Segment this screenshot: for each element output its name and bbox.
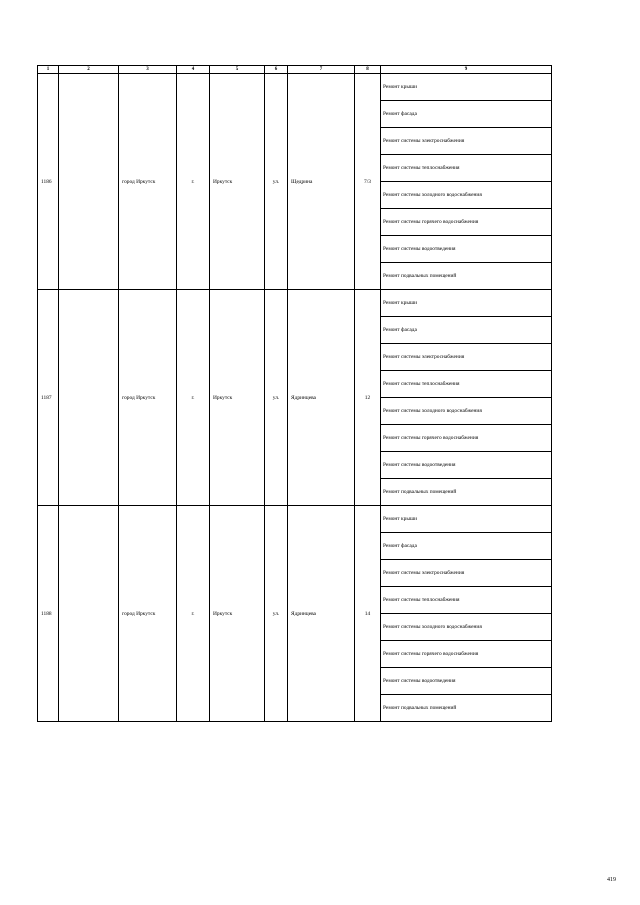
work-item: Ремонт системы водоотведения <box>381 668 552 695</box>
work-item: Ремонт подвальных помещений <box>381 479 552 506</box>
header-cell: 3 <box>119 66 177 74</box>
record-number: 1186 <box>38 74 59 290</box>
work-item: Ремонт подвальных помещений <box>381 263 552 290</box>
work-item: Ремонт системы электроснабжения <box>381 560 552 587</box>
settlement-name: Иркутск <box>210 74 265 290</box>
municipality: город Иркутск <box>119 290 177 506</box>
settlement-name: Иркутск <box>210 290 265 506</box>
record-number: 1187 <box>38 290 59 506</box>
work-item: Ремонт фасада <box>381 533 552 560</box>
work-item: Ремонт системы холодного водоснабжения <box>381 614 552 641</box>
header-cell: 8 <box>355 66 381 74</box>
street-type: ул. <box>265 74 288 290</box>
table-row <box>38 290 552 317</box>
table-row <box>38 506 552 533</box>
work-item: Ремонт подвальных помещений <box>381 695 552 722</box>
work-item: Ремонт системы электроснабжения <box>381 344 552 371</box>
municipality: город Иркутск <box>119 74 177 290</box>
work-item: Ремонт системы теплоснабжения <box>381 587 552 614</box>
work-item: Ремонт системы горячего водоснабжения <box>381 425 552 452</box>
column-2-cell <box>59 290 119 506</box>
street-name: Щедрина <box>288 74 355 290</box>
street-type: ул. <box>265 506 288 722</box>
work-item: Ремонт системы теплоснабжения <box>381 155 552 182</box>
house-number: 7/3 <box>355 74 381 290</box>
capital-repair-table <box>37 65 552 722</box>
work-item: Ремонт системы холодного водоснабжения <box>381 182 552 209</box>
settlement-type: г. <box>177 506 210 722</box>
page-number: 419 <box>607 877 616 883</box>
work-item: Ремонт фасада <box>381 101 552 128</box>
header-cell: 2 <box>59 66 119 74</box>
header-cell: 9 <box>381 66 552 74</box>
column-2-cell <box>59 74 119 290</box>
work-item: Ремонт системы холодного водоснабжения <box>381 398 552 425</box>
header-row <box>38 66 552 74</box>
house-number: 12 <box>355 290 381 506</box>
work-item: Ремонт крыши <box>381 74 552 101</box>
header-cell: 7 <box>288 66 355 74</box>
street-name: Ядринцева <box>288 506 355 722</box>
house-1188-group <box>38 506 552 722</box>
work-item: Ремонт крыши <box>381 506 552 533</box>
work-item: Ремонт системы теплоснабжения <box>381 371 552 398</box>
street-name: Ядринцева <box>288 290 355 506</box>
settlement-type: г. <box>177 290 210 506</box>
street-type: ул. <box>265 290 288 506</box>
work-item: Ремонт системы водоотведения <box>381 452 552 479</box>
header-cell: 1 <box>38 66 59 74</box>
municipality: город Иркутск <box>119 506 177 722</box>
column-2-cell <box>59 506 119 722</box>
house-1186-group <box>38 74 552 290</box>
header-cell: 6 <box>265 66 288 74</box>
settlement-type: г. <box>177 74 210 290</box>
header-cell: 5 <box>210 66 265 74</box>
work-item: Ремонт системы горячего водоснабжения <box>381 209 552 236</box>
header-cell: 4 <box>177 66 210 74</box>
work-item: Ремонт фасада <box>381 317 552 344</box>
table-row <box>38 74 552 101</box>
house-number: 14 <box>355 506 381 722</box>
register-sheet <box>37 65 551 722</box>
settlement-name: Иркутск <box>210 506 265 722</box>
work-item: Ремонт системы горячего водоснабжения <box>381 641 552 668</box>
work-item: Ремонт системы водоотведения <box>381 236 552 263</box>
work-item: Ремонт системы электроснабжения <box>381 128 552 155</box>
record-number: 1188 <box>38 506 59 722</box>
work-item: Ремонт крыши <box>381 290 552 317</box>
house-1187-group <box>38 290 552 506</box>
